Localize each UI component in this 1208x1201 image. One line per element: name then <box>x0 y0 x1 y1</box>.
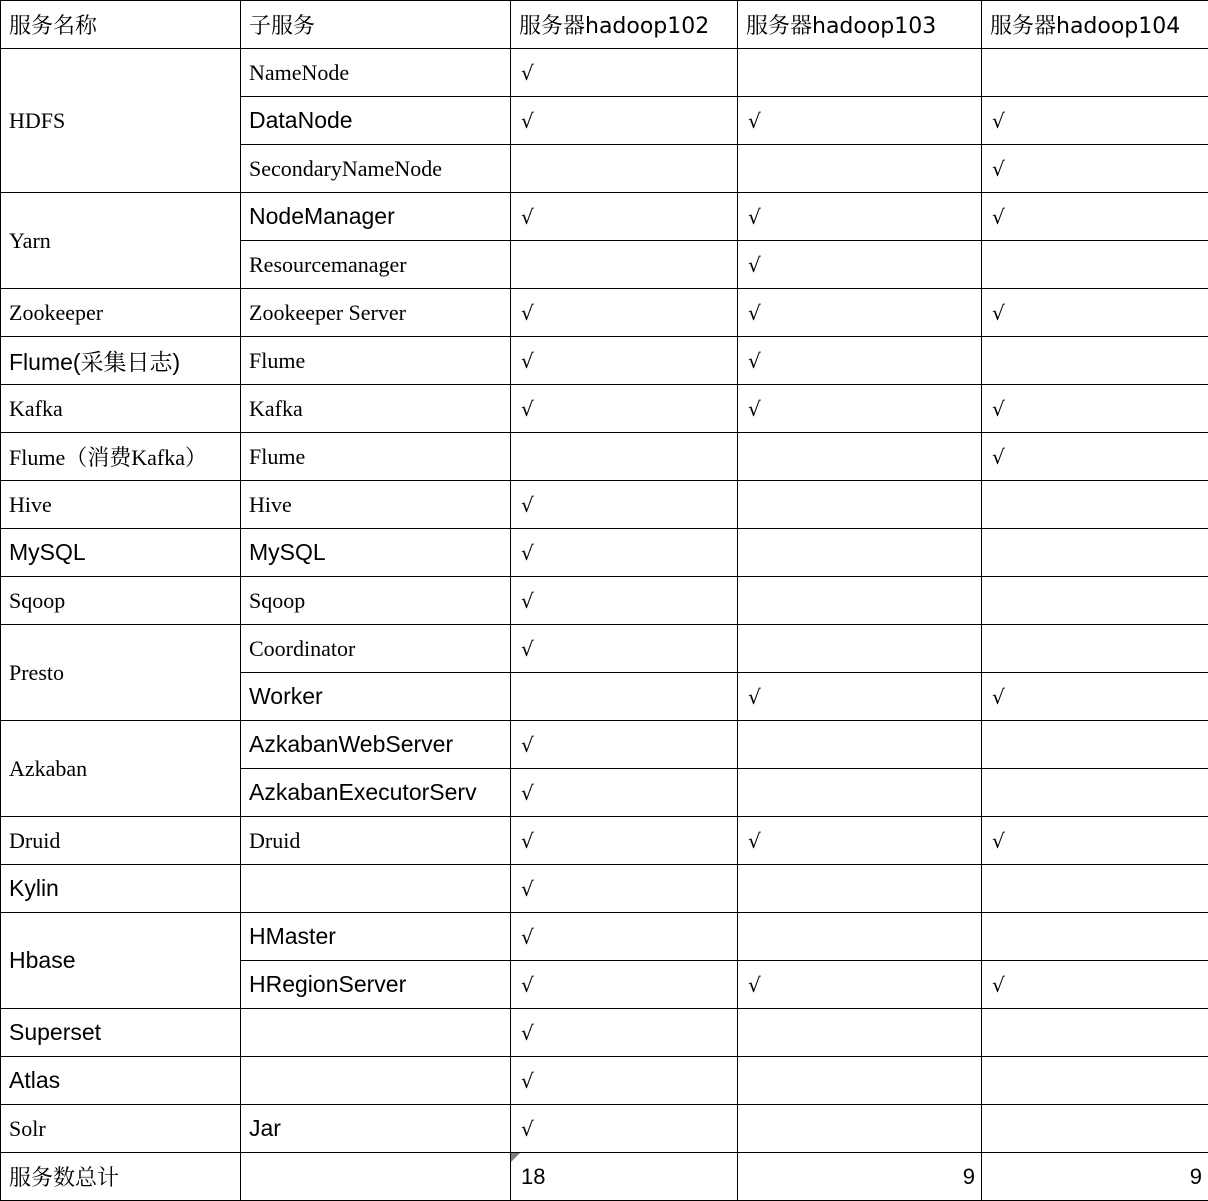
service-cell[interactable]: Hbase <box>1 913 241 1009</box>
header-row <box>1 1 1208 49</box>
sub-service-cell[interactable]: HRegionServer <box>241 961 511 1009</box>
check-cell[interactable]: √ <box>511 1009 738 1057</box>
sub-service-cell[interactable]: Flume <box>241 337 511 385</box>
service-cell[interactable]: MySQL <box>1 529 241 577</box>
service-cell[interactable]: Kafka <box>1 385 241 433</box>
sub-service-cell[interactable]: Druid <box>241 817 511 865</box>
total-sub-cell[interactable] <box>241 1153 511 1201</box>
service-cell[interactable]: Yarn <box>1 193 241 289</box>
sub-service-cell[interactable] <box>241 865 511 913</box>
check-cell[interactable] <box>738 49 982 97</box>
service-cell[interactable]: Kylin <box>1 865 241 913</box>
sub-service-cell[interactable]: DataNode <box>241 97 511 145</box>
check-cell[interactable]: √ <box>738 193 982 241</box>
check-cell[interactable] <box>982 49 1208 97</box>
service-cell[interactable]: Flume(采集日志) <box>1 337 241 385</box>
check-cell[interactable] <box>982 529 1208 577</box>
check-cell[interactable]: √ <box>511 1105 738 1153</box>
check-cell[interactable] <box>982 769 1208 817</box>
table-row <box>1 817 1208 865</box>
check-cell[interactable]: √ <box>982 193 1208 241</box>
service-cell[interactable]: Sqoop <box>1 577 241 625</box>
check-cell[interactable]: √ <box>982 97 1208 145</box>
service-cell[interactable]: Hive <box>1 481 241 529</box>
check-cell[interactable]: √ <box>738 241 982 289</box>
table-row <box>1 913 1208 961</box>
check-cell[interactable] <box>738 625 982 673</box>
table-row <box>1 529 1208 577</box>
table-row <box>1 289 1208 337</box>
check-cell[interactable]: √ <box>738 289 982 337</box>
service-cell[interactable]: Presto <box>1 625 241 721</box>
total-hadoop102[interactable] <box>511 1153 738 1201</box>
sub-service-cell[interactable]: AzkabanWebServer <box>241 721 511 769</box>
service-cell[interactable]: Flume（消费Kafka） <box>1 433 241 481</box>
check-cell[interactable]: √ <box>982 145 1208 193</box>
check-cell[interactable]: √ <box>738 817 982 865</box>
number-as-text-indicator-icon <box>511 1153 520 1162</box>
check-cell[interactable] <box>738 1105 982 1153</box>
check-cell[interactable] <box>738 721 982 769</box>
check-cell[interactable] <box>738 577 982 625</box>
service-cell[interactable]: Azkaban <box>1 721 241 817</box>
total-row <box>1 1153 1208 1201</box>
sub-service-cell[interactable]: Flume <box>241 433 511 481</box>
header-sub-service[interactable]: 子服务 <box>241 1 511 49</box>
check-cell[interactable] <box>511 145 738 193</box>
check-cell[interactable]: √ <box>511 961 738 1009</box>
total-hadoop103[interactable]: 9 <box>738 1153 982 1201</box>
check-cell[interactable] <box>982 1009 1208 1057</box>
header-hadoop102[interactable]: 服务器hadoop102 <box>511 1 738 49</box>
check-cell[interactable]: √ <box>511 721 738 769</box>
check-cell[interactable]: √ <box>511 385 738 433</box>
sub-service-cell[interactable]: Worker <box>241 673 511 721</box>
sub-service-cell[interactable]: Zookeeper Server <box>241 289 511 337</box>
check-cell[interactable]: √ <box>511 817 738 865</box>
check-cell[interactable] <box>738 1009 982 1057</box>
check-cell[interactable]: √ <box>511 289 738 337</box>
sub-service-cell[interactable]: Kafka <box>241 385 511 433</box>
table-row <box>1 337 1208 385</box>
service-cell[interactable]: Superset <box>1 1009 241 1057</box>
check-cell[interactable] <box>738 145 982 193</box>
sub-service-cell[interactable]: AzkabanExecutorServ <box>241 769 511 817</box>
check-cell[interactable]: √ <box>511 49 738 97</box>
check-cell[interactable] <box>511 673 738 721</box>
table-row <box>1 865 1208 913</box>
sub-service-cell[interactable] <box>241 1009 511 1057</box>
check-cell[interactable] <box>982 1105 1208 1153</box>
check-cell[interactable] <box>982 1057 1208 1105</box>
check-cell[interactable]: √ <box>511 769 738 817</box>
check-cell[interactable]: √ <box>511 481 738 529</box>
check-cell[interactable]: √ <box>982 289 1208 337</box>
service-cell[interactable]: Druid <box>1 817 241 865</box>
sub-service-cell[interactable]: HMaster <box>241 913 511 961</box>
table-row <box>1 385 1208 433</box>
table-row <box>1 481 1208 529</box>
table-row <box>1 1009 1208 1057</box>
check-cell[interactable] <box>982 625 1208 673</box>
total-hadoop102-value: 18 <box>521 1164 545 1189</box>
sub-service-cell[interactable]: MySQL <box>241 529 511 577</box>
check-cell[interactable]: √ <box>982 961 1208 1009</box>
header-hadoop104[interactable]: 服务器hadoop104 <box>982 1 1208 49</box>
check-cell[interactable]: √ <box>982 817 1208 865</box>
check-cell[interactable]: √ <box>982 385 1208 433</box>
check-cell[interactable]: √ <box>511 625 738 673</box>
table-row <box>1 1057 1208 1105</box>
service-cell[interactable]: HDFS <box>1 49 241 193</box>
check-cell[interactable]: √ <box>511 913 738 961</box>
header-service-name[interactable]: 服务名称 <box>1 1 241 49</box>
service-cell[interactable]: Atlas <box>1 1057 241 1105</box>
check-cell[interactable] <box>738 1057 982 1105</box>
check-cell[interactable]: √ <box>511 337 738 385</box>
total-label[interactable]: 服务数总计 <box>1 1153 241 1201</box>
check-cell[interactable]: √ <box>738 337 982 385</box>
sub-service-cell[interactable] <box>241 1057 511 1105</box>
table-row <box>1 625 1208 673</box>
check-cell[interactable]: √ <box>982 673 1208 721</box>
check-cell[interactable] <box>982 721 1208 769</box>
table-row <box>1 49 1208 97</box>
check-cell[interactable] <box>982 241 1208 289</box>
check-cell[interactable] <box>511 433 738 481</box>
check-cell[interactable]: √ <box>738 961 982 1009</box>
sub-service-cell[interactable]: Resourcemanager <box>241 241 511 289</box>
check-cell[interactable]: √ <box>982 433 1208 481</box>
service-cell[interactable]: Solr <box>1 1105 241 1153</box>
sub-service-cell[interactable]: NameNode <box>241 49 511 97</box>
check-cell[interactable]: √ <box>511 865 738 913</box>
sub-service-cell[interactable]: Coordinator <box>241 625 511 673</box>
check-cell[interactable]: √ <box>738 97 982 145</box>
table-row <box>1 193 1208 241</box>
check-cell[interactable] <box>738 481 982 529</box>
check-cell[interactable] <box>738 913 982 961</box>
check-cell[interactable]: √ <box>511 529 738 577</box>
table-row <box>1 433 1208 481</box>
sub-service-cell[interactable]: SecondaryNameNode <box>241 145 511 193</box>
service-cell[interactable]: Zookeeper <box>1 289 241 337</box>
sub-service-cell[interactable]: NodeManager <box>241 193 511 241</box>
check-cell[interactable] <box>738 433 982 481</box>
check-cell[interactable]: √ <box>511 1057 738 1105</box>
check-cell[interactable] <box>738 865 982 913</box>
sub-service-cell[interactable]: Jar <box>241 1105 511 1153</box>
table-row <box>1 721 1208 769</box>
sub-service-cell[interactable]: Sqoop <box>241 577 511 625</box>
check-cell[interactable] <box>982 865 1208 913</box>
check-cell[interactable] <box>511 241 738 289</box>
check-cell[interactable]: √ <box>738 673 982 721</box>
table-row <box>1 1105 1208 1153</box>
table-row <box>1 577 1208 625</box>
total-hadoop104[interactable]: 9 <box>982 1153 1208 1201</box>
check-cell[interactable] <box>982 337 1208 385</box>
check-cell[interactable]: √ <box>511 577 738 625</box>
check-cell[interactable] <box>982 481 1208 529</box>
check-cell[interactable] <box>738 769 982 817</box>
sub-service-cell[interactable]: Hive <box>241 481 511 529</box>
check-cell[interactable] <box>982 913 1208 961</box>
check-cell[interactable]: √ <box>511 97 738 145</box>
check-cell[interactable]: √ <box>511 193 738 241</box>
check-cell[interactable]: √ <box>738 385 982 433</box>
header-hadoop103[interactable]: 服务器hadoop103 <box>738 1 982 49</box>
check-cell[interactable] <box>738 529 982 577</box>
check-cell[interactable] <box>982 577 1208 625</box>
